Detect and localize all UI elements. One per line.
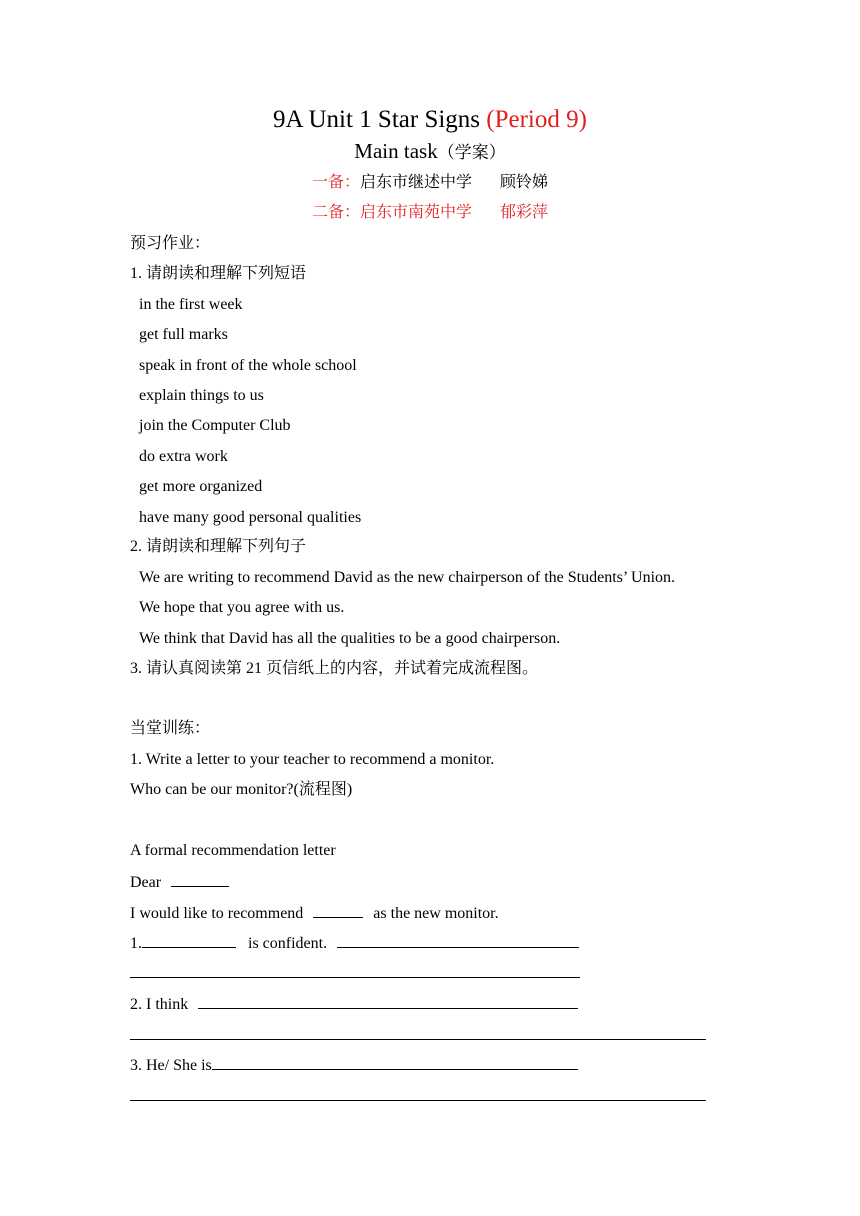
phrase-item: get full marks	[139, 326, 228, 343]
letter-title: A formal recommendation letter	[130, 842, 336, 859]
preview-heading: 预习作业：	[130, 235, 211, 252]
phrase-item: in the first week	[139, 296, 243, 313]
item-3-text: 3. He/ She is	[130, 1057, 212, 1074]
preview-task-1: 1. 请朗读和理解下列短语	[130, 265, 307, 282]
item-3-continuation-blank[interactable]	[130, 1100, 706, 1101]
sentence-item: We hope that you agree with us.	[139, 599, 345, 616]
phrase-item: do extra work	[139, 448, 228, 465]
page-subtitle	[0, 137, 860, 167]
prep1-name: 顾铃娣	[500, 174, 549, 191]
item-1-line	[130, 931, 579, 955]
sentence-item: We think that David has all the qualities to be a good chairperson.	[139, 630, 561, 647]
sentence-item: We are writing to recommend David as the new chairperson of the Students’ Union.	[139, 569, 676, 586]
subtitle-main: Main task	[354, 139, 438, 163]
item-2-text: 2. I think	[130, 996, 189, 1013]
dear-blank[interactable]	[171, 870, 229, 887]
prep2-school: 启东市南苑中学	[359, 204, 472, 221]
phrase-item: have many good personal qualities	[139, 509, 362, 526]
item-1-name-blank[interactable]	[142, 931, 236, 948]
preview-task-2: 2. 请朗读和理解下列句子	[130, 538, 307, 555]
recommend-text-b: as the new monitor.	[373, 905, 499, 922]
recommend-text-a: I would like to recommend	[130, 905, 304, 922]
monitor-question: Who can be our monitor?(流程图)	[130, 781, 353, 798]
prep2-name: 郁彩萍	[500, 204, 549, 221]
item-3-line	[130, 1053, 578, 1077]
dear-line	[130, 870, 229, 894]
subtitle-paren: （学案）	[437, 143, 506, 162]
phrase-item: join the Computer Club	[139, 417, 291, 434]
item-1-reason-blank[interactable]	[337, 931, 579, 948]
prep1-label: 一备：	[311, 174, 360, 191]
item-2-continuation-blank[interactable]	[130, 1039, 706, 1040]
practice-task-1: 1. Write a letter to your teacher to recommend a monitor.	[130, 751, 495, 768]
practice-heading: 当堂训练：	[130, 720, 211, 737]
item-3-blank[interactable]	[212, 1053, 578, 1070]
phrase-item: speak in front of the whole school	[139, 357, 357, 374]
item-2-blank[interactable]	[198, 992, 578, 1009]
page-title	[0, 104, 860, 136]
prep1-school: 启东市继述中学	[359, 174, 472, 191]
item-2-line	[130, 992, 578, 1016]
item-1-number: 1.	[130, 935, 142, 952]
second-preparer	[0, 202, 860, 224]
preview-task-3: 3. 请认真阅读第 21 页信纸上的内容，并试着完成流程图。	[130, 660, 539, 677]
phrase-item: explain things to us	[139, 387, 264, 404]
recommend-blank[interactable]	[313, 901, 363, 918]
recommend-line	[130, 901, 499, 925]
first-preparer	[0, 172, 860, 194]
dear-label: Dear	[130, 874, 162, 891]
prep2-label: 二备：	[311, 204, 360, 221]
phrase-item: get more organized	[139, 478, 263, 495]
item-1-text: is confident.	[248, 935, 328, 952]
title-main: 9A Unit 1 Star Signs	[273, 106, 481, 133]
title-period: (Period 9)	[486, 106, 587, 133]
item-1-continuation-blank[interactable]	[130, 977, 580, 978]
